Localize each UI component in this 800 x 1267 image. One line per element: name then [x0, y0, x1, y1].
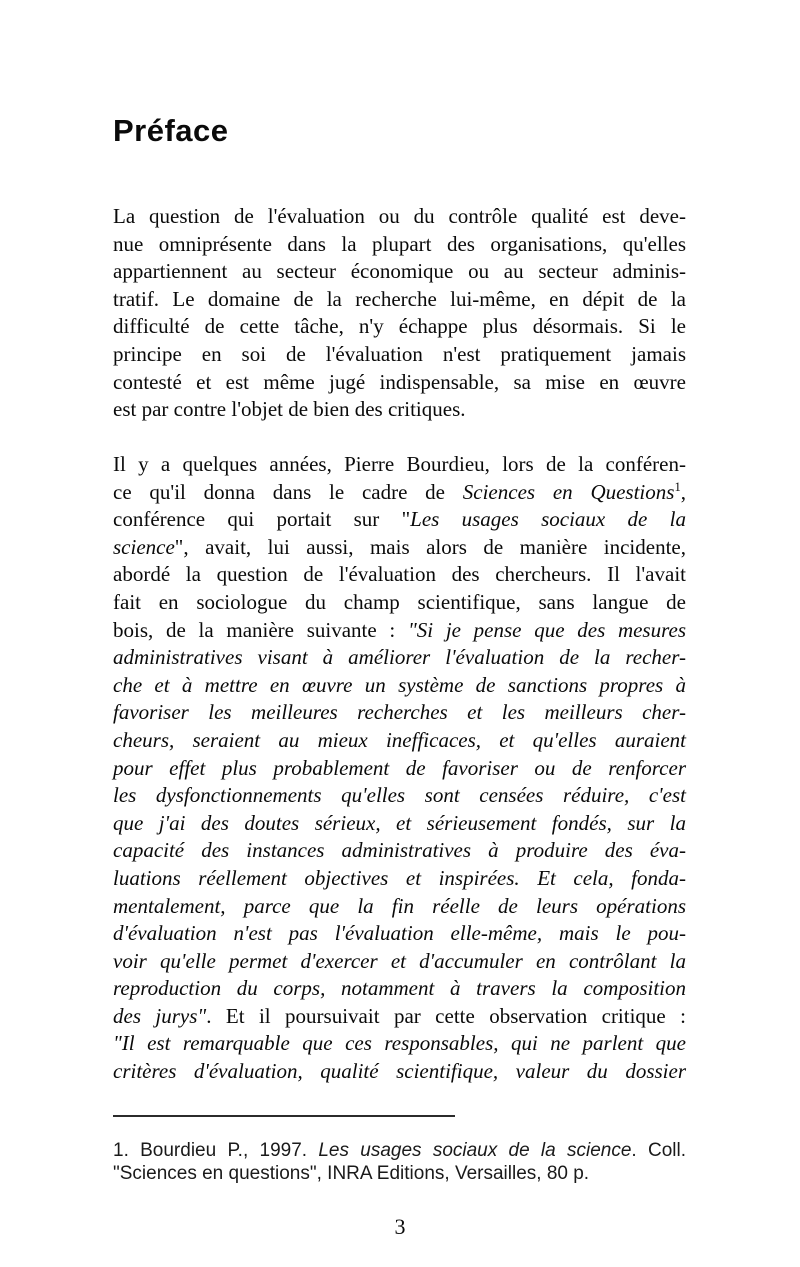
- text-line: administratives visant à améliorer l'évaluation de la recher-: [113, 645, 686, 670]
- text-line: science", avait, lui aussi, mais alors de manière incidente,: [113, 534, 686, 559]
- text-line: "Il est remarquable que ces responsables, qui ne parlent que: [113, 1031, 686, 1056]
- text-line: mentalement, parce que la fin réelle de leurs opérations: [113, 893, 686, 918]
- page-number: 3: [394, 1214, 406, 1239]
- text-line: contesté et est même jugé indispensable, sa mise en œuvre: [113, 369, 686, 394]
- text-line: "Sciences en questions", INRA Editions, Versailles, 80 p.: [113, 1162, 590, 1184]
- paragraph-bourdieu-quote: [113, 451, 686, 1086]
- text-line: les dysfonctionnements qu'elles sont censées réduire, c'est: [113, 783, 686, 808]
- text-line: abordé la question de l'évaluation des chercheurs. Il l'avait: [113, 562, 686, 587]
- text-line: cheurs, seraient au mieux inefficaces, et qu'elles auraient: [113, 727, 686, 752]
- text-line: ce qu'il donna dans le cadre de Sciences en Questions$^1$,: [113, 479, 686, 504]
- text-line: luations réellement objectives et inspirées. Et cela, fonda-: [113, 865, 686, 890]
- text-line: des jurys". Et il poursuivait par cette observation critique :: [113, 1003, 687, 1028]
- text-line: critères d'évaluation, qualité scientifique, valeur du dossier: [113, 1059, 686, 1084]
- text-line: conférence qui portait sur "Les usages sociaux de la: [113, 507, 686, 532]
- text-line: tratif. Le domaine de la recherche lui-même, en dépit de la: [113, 286, 686, 311]
- text-line: pour effet plus probablement de favoriser ou de renforcer: [113, 755, 686, 780]
- text-line: nue omniprésente dans la plupart des organisations, qu'elles: [113, 231, 686, 256]
- text-line: Il y a quelques années, Pierre Bourdieu, lors de la conféren-: [113, 452, 686, 476]
- page-title: Préface: [113, 113, 229, 148]
- text-line: reproduction du corps, notamment à travers la composition: [113, 976, 686, 1001]
- text-line: fait en sociologue du champ scientifique, sans langue de: [113, 589, 686, 614]
- footnote: [113, 1140, 686, 1185]
- text-line: favoriser les meilleures recherches et les meilleurs cher-: [113, 700, 686, 725]
- text-line: difficulté de cette tâche, n'y échappe plus désormais. Si le: [113, 314, 686, 339]
- text-line: principe en soi de l'évaluation n'est pratiquement jamais: [113, 341, 686, 366]
- text-line: che et à mettre en œuvre un système de sanctions propres à: [113, 672, 686, 697]
- text-line: 1. Bourdieu P., 1997. Les usages sociaux de la science. Coll.: [113, 1140, 686, 1161]
- text-line: d'évaluation n'est pas l'évaluation elle-même, mais le pou-: [113, 921, 686, 946]
- text-line: appartiennent au secteur économique ou au secteur adminis-: [113, 259, 686, 284]
- text-line: que j'ai des doutes sérieux, et sérieusement fondés, sur la: [113, 810, 686, 835]
- footnote-separator: [113, 1115, 455, 1117]
- text-line: capacité des instances administratives à produire des éva-: [113, 838, 686, 863]
- text-line: bois, de la manière suivante : "Si je pense que des mesures: [113, 617, 686, 642]
- footnote-reference: 1: [674, 479, 681, 494]
- text-line: voir qu'elle permet d'exercer et d'accumuler en contrôlant la: [113, 948, 686, 973]
- text-line: est par contre l'objet de bien des critiques.: [113, 397, 466, 422]
- paragraph-intro: [113, 203, 686, 424]
- text-line: La question de l'évaluation ou du contrôle qualité est deve-: [113, 204, 686, 228]
